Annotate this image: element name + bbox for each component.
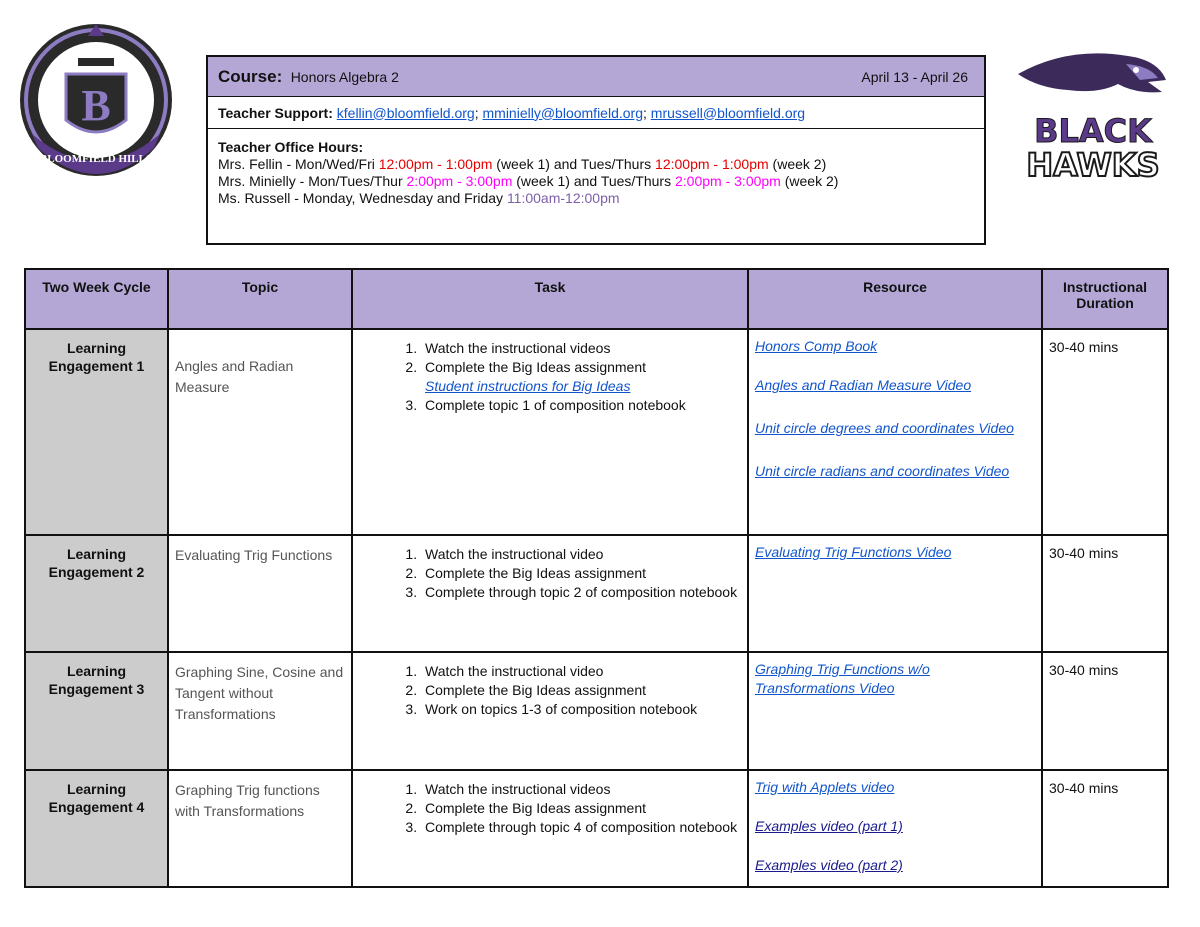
topic-cell: Graphing Sine, Cosine and Tangent without Transformations xyxy=(168,652,352,770)
task-item: 2. Complete the Big Ideas assignment xyxy=(421,681,741,700)
resource-cell xyxy=(748,535,1042,652)
office-hours-fellin xyxy=(218,156,974,173)
course-row xyxy=(208,57,984,97)
course-label: Course: xyxy=(218,66,283,86)
header-instructional-duration: Instructional Duration xyxy=(1042,269,1168,329)
resource-link[interactable]: Evaluating Trig Functions Video xyxy=(755,544,952,560)
task-item: 1. Watch the instructional videos xyxy=(421,339,741,358)
resource-link[interactable]: Unit circle radians and coordinates Video xyxy=(755,463,1010,479)
cycle-cell: Learning Engagement 1 xyxy=(25,329,168,535)
minielly-days: Mrs. Minielly - Mon/Tues/Thur xyxy=(218,173,403,189)
task-item: 2. Complete the Big Ideas assignment xyxy=(421,799,741,818)
table-row xyxy=(25,329,1168,535)
resource-link[interactable]: Examples video (part 1) xyxy=(755,818,903,834)
duration-cell: 30-40 mins xyxy=(1042,329,1168,535)
task-item: 3. Work on topics 1-3 of composition notebook xyxy=(421,700,741,719)
task-item: 1. Watch the instructional videos xyxy=(421,780,741,799)
teacher-support-label: Teacher Support: xyxy=(218,104,333,121)
resource-link[interactable]: Angles and Radian Measure Video xyxy=(755,377,972,393)
task-cell xyxy=(352,329,748,535)
task-cell xyxy=(352,770,748,887)
cycle-cell: Learning Engagement 3 xyxy=(25,652,168,770)
cycle-cell: Learning Engagement 4 xyxy=(25,770,168,887)
minielly-week2-label: (week 2) xyxy=(784,173,839,189)
duration-cell: 30-40 mins xyxy=(1042,535,1168,652)
office-hours-russell xyxy=(218,190,974,207)
minielly-days-week2: (week 1) and Tues/Thurs xyxy=(516,173,672,189)
task-item: 3. Complete through topic 4 of composition notebook xyxy=(421,818,741,837)
task-list xyxy=(359,662,741,719)
resource-cell xyxy=(748,329,1042,535)
seal-banner-text: BLOOMFIELD HILLS xyxy=(39,153,153,165)
russell-days: Ms. Russell - Monday, Wednesday and Friday xyxy=(218,190,504,206)
resource-link[interactable]: Unit circle degrees and coordinates Video xyxy=(755,420,1014,436)
task-list xyxy=(359,545,741,602)
task-list xyxy=(359,780,741,837)
header-topic: Topic xyxy=(168,269,352,329)
fellin-time-week2: 12:00pm - 1:00pm xyxy=(655,156,769,172)
russell-time: 11:00am-12:00pm xyxy=(506,190,620,206)
blackhawks-logo-icon xyxy=(1008,34,1178,194)
hawk-text-hawks: HAWKS xyxy=(1026,146,1160,184)
schedule-table xyxy=(24,268,1169,888)
task-item: 2. Complete the Big Ideas assignment xyxy=(421,564,741,583)
header-resource: Resource xyxy=(748,269,1042,329)
task-item: 1. Watch the instructional video xyxy=(421,662,741,681)
table-header-row xyxy=(25,269,1168,329)
office-hours-section xyxy=(208,129,984,207)
duration-cell: 30-40 mins xyxy=(1042,652,1168,770)
topic-cell: Angles and Radian Measure xyxy=(168,329,352,535)
course-info-box xyxy=(206,55,986,245)
bloomfield-hills-seal-icon xyxy=(18,16,174,184)
minielly-time-week1: 2:00pm - 3:00pm xyxy=(406,173,513,189)
topic-cell: Evaluating Trig Functions xyxy=(168,535,352,652)
table-row xyxy=(25,652,1168,770)
resource-link[interactable]: Graphing Trig Functions w/o Transformations Video xyxy=(755,661,930,696)
fellin-days-week2: (week 1) and Tues/Thurs xyxy=(496,156,652,172)
table-row xyxy=(25,535,1168,652)
task-cell xyxy=(352,652,748,770)
task-cell xyxy=(352,535,748,652)
course-name: Honors Algebra 2 xyxy=(290,68,399,85)
hawk-text-black: BLACK xyxy=(1034,112,1152,150)
fellin-week2-label: (week 2) xyxy=(772,156,827,172)
topic-cell: Graphing Trig functions with Transformations xyxy=(168,770,352,887)
email-link-minielly[interactable]: mminielly@bloomfield.org xyxy=(482,104,643,121)
resource-link[interactable]: Trig with Applets video xyxy=(755,779,895,795)
minielly-time-week2: 2:00pm - 3:00pm xyxy=(675,173,781,189)
header-task: Task xyxy=(352,269,748,329)
fellin-days: Mrs. Fellin - Mon/Wed/Fri xyxy=(218,156,375,172)
course-dates: April 13 - April 26 xyxy=(861,68,968,85)
duration-cell: 30-40 mins xyxy=(1042,770,1168,887)
task-item: 3. Complete through topic 2 of composition notebook xyxy=(421,583,741,602)
teacher-support-row: Teacher Support: kfellin@bloomfield.org ; mminielly@bloomfield.org ; mrussell@bloomfield.org xyxy=(208,97,984,129)
office-hours-label: Teacher Office Hours: xyxy=(218,139,364,155)
cycle-cell: Learning Engagement 2 xyxy=(25,535,168,652)
task-item-text: Complete the Big Ideas assignment xyxy=(425,359,647,375)
header-two-week-cycle: Two Week Cycle xyxy=(25,269,168,329)
task-list xyxy=(359,339,741,415)
resource-link[interactable]: Honors Comp Book xyxy=(755,338,878,354)
task-item xyxy=(421,358,741,396)
table-row xyxy=(25,770,1168,887)
resource-cell xyxy=(748,652,1042,770)
student-instructions-link[interactable]: Student instructions for Big Ideas xyxy=(425,378,631,394)
email-link-russell[interactable]: mrussell@bloomfield.org xyxy=(650,104,806,121)
email-link-fellin[interactable]: kfellin@bloomfield.org xyxy=(336,104,475,121)
office-hours-minielly xyxy=(218,173,974,190)
resource-cell xyxy=(748,770,1042,887)
task-item: 1. Watch the instructional video xyxy=(421,545,741,564)
task-item: 3. Complete topic 1 of composition notebook xyxy=(421,396,741,415)
resource-link[interactable]: Examples video (part 2) xyxy=(755,857,903,873)
seal-letter: B xyxy=(81,81,111,130)
fellin-time-week1: 12:00pm - 1:00pm xyxy=(378,156,493,172)
